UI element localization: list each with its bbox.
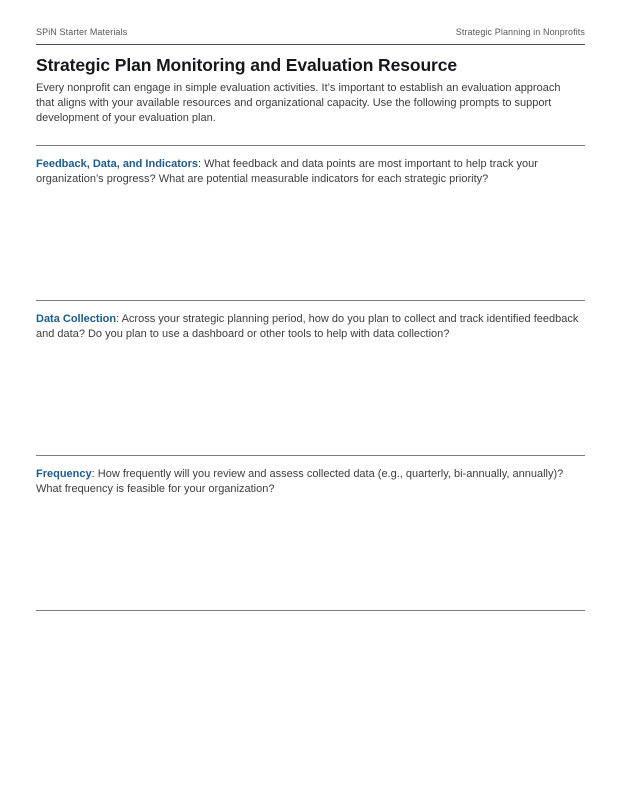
section-question: : Across your strategic planning period, how do you plan to collect and track identified feedback and data? Do you plan to use a dashboard or other tools to help with data collection?	[36, 313, 579, 340]
section-data-collection	[36, 300, 585, 455]
section-feedback-data-indicators	[36, 145, 585, 300]
section-question: : What feedback and data points are most important to help track your organization’s progress? What are potential measurable indicators for each strategic priority?	[36, 158, 538, 185]
section-frequency	[36, 455, 585, 610]
section-label: Feedback, Data, and Indicators	[36, 158, 198, 170]
prompt-sections	[36, 145, 585, 611]
section-label: Data Collection	[36, 313, 117, 325]
header-left-text: SPiN Starter Materials	[36, 27, 128, 37]
section-prompt	[36, 157, 581, 187]
section-question: : How frequently will you review and assess collected data (e.g., quarterly, bi-annually, annually)? What frequency is feasible for your organization?	[36, 468, 564, 495]
closing-divider	[36, 610, 585, 611]
intro-paragraph: Every nonprofit can engage in simple evaluation activities. It’s important to establish an evaluation approach that aligns with your available resources and organizational capacity. Use the following prompts to support development of your evaluation plan.	[36, 82, 561, 124]
section-prompt	[36, 312, 581, 342]
page-content	[36, 0, 585, 611]
section-prompt	[36, 467, 581, 497]
page-title: Strategic Plan Monitoring and Evaluation Resource	[36, 55, 458, 75]
header-right-text: Strategic Planning in Nonprofits	[455, 27, 585, 37]
section-label: Frequency	[36, 468, 92, 480]
running-header	[36, 0, 585, 45]
